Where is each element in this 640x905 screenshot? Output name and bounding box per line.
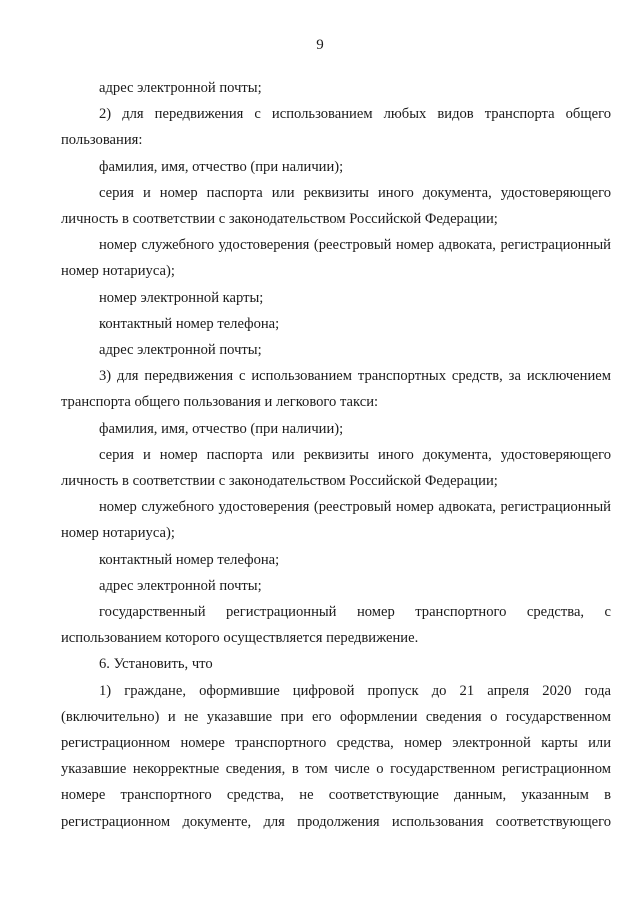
paragraph-vehicle-reg-number: государственный регистрационный номер транспортного средства, с использованием которого осуществляется передвижение.	[61, 604, 611, 647]
paragraph-phone-1: контактный номер телефона;	[99, 315, 280, 332]
paragraph-item-2-public-transport: 2) для передвижения с использованием любых видов транспорта общего пользования:	[61, 106, 611, 149]
paragraph-full-name-2: фамилия, имя, отчество (при наличии);	[99, 420, 344, 437]
page-number: 9	[316, 37, 324, 53]
paragraph-service-id-2: номер служебного удостоверения (реестровый номер адвоката, регистрационный номер нотариуса);	[61, 499, 611, 542]
paragraph-full-name-1: фамилия, имя, отчество (при наличии);	[99, 158, 344, 175]
paragraph-email-1: адрес электронной почты;	[99, 80, 262, 96]
paragraph-section-6-item-1: 1) граждане, оформившие цифровой пропуск до 21 апреля 2020 года (включительно) и не указавшие при его оформлении сведения о государственном регистрационном номере транспортного средства, номер электронной карты или указавшие некорректные сведения, в том числе о государственном регистрационном номере транспортного средства, не соответствующие данным, указанным в регистрационном документе, для продолжения использования соответствующего	[61, 682, 611, 830]
paragraph-item-3-vehicles: 3) для передвижения с использованием транспортных средств, за исключением транспорта общего пользования и легкового такси:	[61, 368, 611, 411]
paragraph-phone-2: контактный номер телефона;	[99, 551, 280, 568]
paragraph-passport-1: серия и номер паспорта или реквизиты иного документа, удостоверяющего личность в соответствии с законодательством Российской Федерации;	[61, 184, 611, 228]
document-body	[61, 75, 611, 835]
paragraph-email-2: адрес электронной почты;	[99, 342, 262, 359]
paragraph-section-6: 6. Установить, что	[99, 656, 213, 673]
paragraph-service-id-1: номер служебного удостоверения (реестровый номер адвоката, регистрационный номер нотариуса);	[61, 237, 611, 280]
paragraph-electronic-card: номер электронной карты;	[99, 289, 264, 306]
paragraph-passport-2: серия и номер паспорта или реквизиты иного документа, удостоверяющего личность в соответствии с законодательством Российской Федерации;	[61, 446, 611, 490]
paragraph-email-3: адрес электронной почты;	[99, 577, 262, 594]
